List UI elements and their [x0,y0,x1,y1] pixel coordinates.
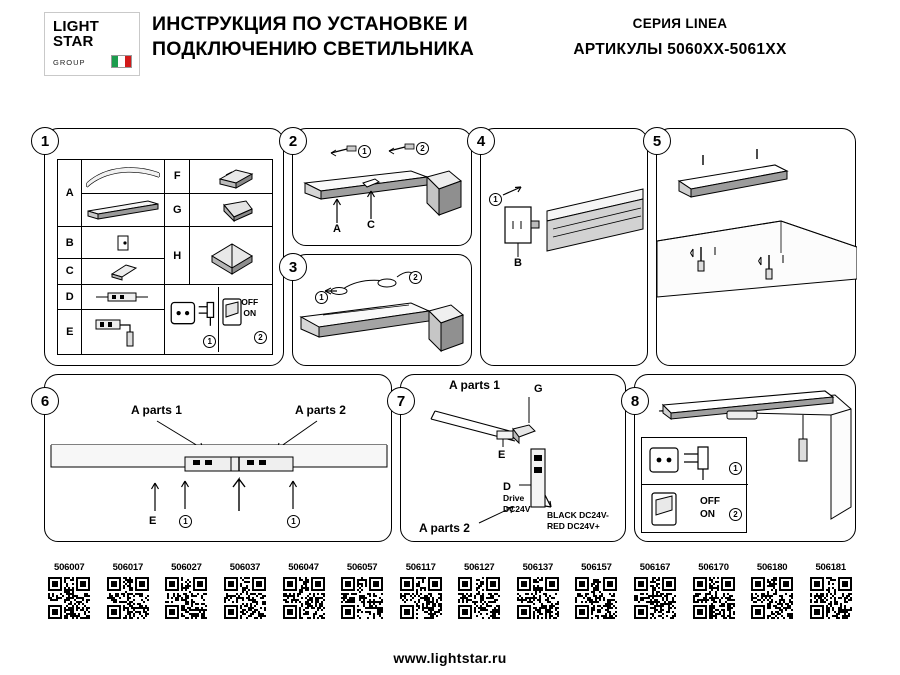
part-label-d: D [58,285,82,310]
panel-2-assembly [288,128,472,246]
qr-article-code: 506137 [522,562,554,573]
callout-1: 1 [203,335,216,348]
qr-code-icon [458,577,500,619]
series-label: СЕРИЯ LINEA [632,16,728,31]
panel-4-diagram [481,129,649,367]
panel-6-diagram [45,375,393,543]
part-art-a2 [82,193,165,227]
qr-cell [43,562,95,619]
panel6-parts2-label: A parts 2 [295,403,346,417]
switch-icon-wrap [219,287,270,352]
qr-cell [278,562,330,619]
logo-group-label: GROUP [53,58,86,67]
panel7-drive-label: Drive [503,493,525,503]
qr-article-code: 506037 [229,562,261,573]
part-art-g [189,193,272,227]
panel7-drive-voltage: DC24V [503,504,531,514]
panel6-callout-1b: 1 [287,515,300,528]
panel-8-final [630,374,856,542]
part-label-f: F [165,160,190,194]
part-art-e [82,310,165,355]
panel8-socket-switch-box [641,437,747,533]
panel8-socket-half [642,438,748,485]
table-row [58,160,273,194]
panel7-label-d: D [503,481,511,493]
panel8-callout-2: 2 [729,508,742,521]
clip-icon [82,260,164,282]
panel6-parts1-label: A parts 1 [131,403,182,417]
panel6-label-e: E [149,515,157,527]
panel-7-diagram [401,375,627,543]
step-number-8: 8 [621,387,649,415]
qr-article-code: 506167 [639,562,671,573]
qr-article-code: 506180 [756,562,788,573]
qr-cell [746,562,798,619]
callout-2: 2 [254,331,267,344]
qr-code-icon [107,577,149,619]
part-art-c [82,258,165,285]
series-block [500,16,860,59]
panel2-label-c: C [367,219,375,231]
step-number-3: 3 [279,253,307,281]
part-art-b [82,227,165,258]
qr-code-icon [634,577,676,619]
qr-article-code: 506057 [346,562,378,573]
italy-flag-icon [111,55,132,68]
qr-article-code: 506127 [464,562,495,573]
qr-code-icon [224,577,266,619]
part-art-a1 [82,160,165,194]
articles-label: АРТИКУЛЫ 5060XX-5061XX [573,41,787,58]
step-number-5: 5 [643,127,671,155]
logo-text [53,19,99,49]
panel-7-wiring [396,374,626,542]
qr-code-icon [165,577,207,619]
panel-5-diagram [657,129,857,367]
part-label-b: B [58,227,82,258]
panel-1-parts [40,128,284,366]
brand-logo [44,12,140,76]
part-art-h [189,227,272,285]
end-cap-icon [82,230,164,256]
step-number-4: 4 [467,127,495,155]
panel7-parts1-label: A parts 1 [449,378,500,392]
step-number-2: 2 [279,127,307,155]
qr-cell [219,562,271,619]
qr-cell [395,562,447,619]
website-footer: www.lightstar.ru [393,650,507,666]
qr-cell [512,562,564,619]
driver-block-icon [82,286,164,308]
panel-2-diagram [293,129,473,247]
qr-cell [629,562,681,619]
table-row [58,285,273,310]
qr-article-code: 506027 [171,562,202,573]
qr-code-icon [693,577,735,619]
qr-code-icon [517,577,559,619]
panel7-wire-black: BLACK DC24V- [547,510,609,520]
logo-line2: STAR [53,33,94,50]
panel2-callout-2: 2 [416,142,429,155]
table-row [58,227,273,258]
straight-profile-icon [82,195,164,225]
logo-line1: LIGHT [53,18,99,35]
panel-4-driver [476,128,648,366]
panel8-off-label: OFF [700,496,720,507]
qr-cell [570,562,622,619]
qr-article-code: 506007 [54,562,85,573]
qr-cell [336,562,388,619]
qr-article-code: 506181 [815,562,846,573]
step-number-6: 6 [31,387,59,415]
qr-code-icon [400,577,442,619]
panel8-on-label: ON [700,509,715,520]
qr-article-code: 506017 [112,562,144,573]
corner-wire-icon [82,312,164,352]
panel8-switch-half [642,485,748,532]
panel-5-ceiling-mount [652,128,856,366]
qr-code-icon [751,577,793,619]
panel-6-joining [40,374,392,542]
panel8-callout-1: 1 [729,462,742,475]
qr-article-code: 506157 [581,562,612,573]
switch-on-label: ON [243,308,257,319]
corner-joint-icon [190,230,272,282]
socket-switch-cell [165,285,273,355]
part-art-d [82,285,165,310]
qr-code-icon [575,577,617,619]
panel2-callout-1: 1 [358,145,371,158]
panel7-label-g: G [534,383,543,395]
qr-article-code: 506117 [405,562,436,573]
switch-off-label: OFF [241,297,259,308]
qr-code-icon [48,577,90,619]
curved-profile-icon [82,161,164,191]
connector-block-icon [190,161,272,191]
angle-bracket-icon [190,195,272,225]
step-number-7: 7 [387,387,415,415]
document-header [0,0,900,92]
qr-cell [160,562,212,619]
panel7-wire-red: RED DC24V+ [547,521,600,531]
part-label-h: H [165,227,190,285]
page-title: ИНСТРУКЦИЯ ПО УСТАНОВКЕ И ПОДКЛЮЧЕНИЮ СВЕТИЛЬНИКА [152,13,475,60]
rocker-switch-icon [648,488,698,532]
qr-code-row [40,562,860,634]
qr-article-code: 506047 [288,562,319,573]
panel-3-diagram [293,255,473,367]
part-label-e: E [58,310,82,355]
part-label-c: C [58,258,82,285]
part-label-g: G [165,193,190,227]
socket-icon-wrap [167,287,218,352]
table-row [58,193,273,227]
panel4-callout-1: 1 [489,193,502,206]
qr-code-icon [810,577,852,619]
qr-cell [805,562,857,619]
qr-code-icon [341,577,383,619]
panel3-callout-2: 2 [409,271,422,284]
part-art-f [189,160,272,194]
panel6-callout-1a: 1 [179,515,192,528]
qr-cell [688,562,740,619]
qr-code-icon [283,577,325,619]
qr-cell [102,562,154,619]
panel-3-assembly [288,254,472,366]
panel4-label-b: B [514,257,522,269]
panel7-label-e: E [498,449,506,461]
step-number-1: 1 [31,127,59,155]
panel7-parts2-label: A parts 2 [419,521,470,535]
qr-cell [453,562,505,619]
parts-table [57,159,273,355]
part-label-a: A [58,160,82,227]
panel3-callout-1: 1 [315,291,328,304]
qr-article-code: 506170 [698,562,729,573]
panel2-label-a: A [333,223,341,235]
